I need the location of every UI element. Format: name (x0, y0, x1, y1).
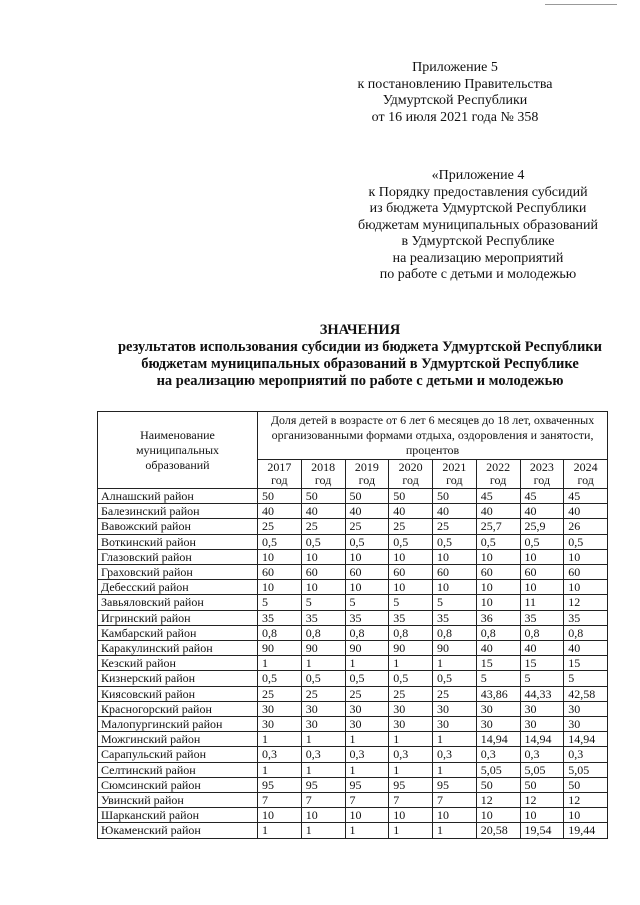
table-row (98, 595, 608, 610)
value-cell: 1 (258, 823, 302, 838)
year-header-2024 (564, 460, 608, 489)
table-row (98, 671, 608, 686)
appendix-top-line2: к постановлению Правительства (357, 76, 553, 92)
value-cell: 1 (301, 823, 345, 838)
value-cell: 14,94 (564, 732, 608, 747)
table-row (98, 686, 608, 701)
value-cell: 50 (301, 489, 345, 504)
appendix-inner-line5: в Удмуртской Республике (401, 234, 555, 249)
value-cell: 1 (389, 823, 433, 838)
value-cell: 12 (520, 793, 564, 808)
value-cell: 90 (389, 641, 433, 656)
table-row (98, 732, 608, 747)
value-cell: 0,3 (520, 747, 564, 762)
value-cell: 1 (301, 656, 345, 671)
value-cell: 30 (345, 717, 389, 732)
appendix-top-line4: от 16 июля 2021 года № 358 (371, 109, 539, 125)
district-name: Шарканский район (98, 808, 258, 823)
value-cell: 60 (345, 565, 389, 580)
value-cell: 5 (433, 595, 477, 610)
table-row (98, 565, 608, 580)
value-cell: 10 (345, 549, 389, 564)
value-cell: 40 (476, 641, 520, 656)
value-cell: 0,3 (345, 747, 389, 762)
district-name: Малопургинский район (98, 717, 258, 732)
value-cell: 90 (345, 641, 389, 656)
value-cell: 12 (564, 793, 608, 808)
value-cell: 1 (345, 762, 389, 777)
year-header-2018 (301, 460, 345, 489)
value-cell: 0,5 (345, 534, 389, 549)
value-cell: 30 (301, 717, 345, 732)
district-name: Глазовский район (98, 549, 258, 564)
district-name: Вавожский район (98, 519, 258, 534)
value-cell: 0,8 (476, 625, 520, 640)
value-cell: 10 (258, 549, 302, 564)
district-name: Воткинский район (98, 534, 258, 549)
value-cell: 95 (301, 777, 345, 792)
value-cell: 0,3 (389, 747, 433, 762)
value-cell: 0,5 (301, 671, 345, 686)
value-cell: 1 (301, 732, 345, 747)
value-cell: 25 (389, 519, 433, 534)
district-name: Балезинский район (98, 504, 258, 519)
value-cell: 40 (301, 504, 345, 519)
value-cell: 45 (564, 489, 608, 504)
value-cell: 60 (389, 565, 433, 580)
value-cell: 95 (389, 777, 433, 792)
value-cell: 30 (433, 717, 477, 732)
table-row (98, 823, 608, 838)
table-row (98, 808, 608, 823)
table-row (98, 793, 608, 808)
name-column-header: Наименование муниципальных образований (98, 412, 258, 489)
value-cell: 30 (433, 701, 477, 716)
value-cell: 0,5 (433, 534, 477, 549)
district-name: Кезский район (98, 656, 258, 671)
value-cell: 10 (476, 595, 520, 610)
top-edge-line (545, 4, 617, 5)
value-cell: 35 (564, 610, 608, 625)
value-cell: 0,3 (476, 747, 520, 762)
value-cell: 10 (389, 580, 433, 595)
value-cell: 15 (476, 656, 520, 671)
value-cell: 50 (345, 489, 389, 504)
value-cell: 25 (258, 519, 302, 534)
value-cell: 40 (389, 504, 433, 519)
value-cell: 11 (520, 595, 564, 610)
district-name: Увинский район (98, 793, 258, 808)
value-cell: 45 (476, 489, 520, 504)
value-cell: 43,86 (476, 686, 520, 701)
value-cell: 35 (520, 610, 564, 625)
value-cell: 0,3 (258, 747, 302, 762)
value-cell: 25 (301, 519, 345, 534)
table-row (98, 747, 608, 762)
district-name: Сюмсинский район (98, 777, 258, 792)
values-table (97, 411, 608, 839)
value-cell: 10 (520, 808, 564, 823)
appendix-inner-line2: к Порядку предоставления субсидий (368, 184, 588, 200)
value-cell: 10 (389, 808, 433, 823)
value-cell: 0,3 (433, 747, 477, 762)
year-unit: год (402, 473, 419, 487)
value-cell: 40 (520, 641, 564, 656)
value-cell: 10 (433, 549, 477, 564)
value-cell: 36 (476, 610, 520, 625)
title-line1: ЗНАЧЕНИЯ (319, 322, 401, 338)
value-cell: 30 (389, 717, 433, 732)
district-name: Алнашский район (98, 489, 258, 504)
value-cell: 0,5 (258, 534, 302, 549)
value-cell: 90 (301, 641, 345, 656)
document-title (60, 322, 640, 390)
year-label: 2023 (529, 460, 554, 474)
value-cell: 1 (433, 762, 477, 777)
year-header-2017 (258, 460, 302, 489)
district-name: Камбарский район (98, 625, 258, 640)
value-cell: 35 (345, 610, 389, 625)
value-cell: 10 (258, 808, 302, 823)
value-cell: 0,5 (564, 534, 608, 549)
table-row (98, 534, 608, 549)
year-unit: год (358, 473, 376, 487)
value-cell: 5 (258, 595, 302, 610)
value-cell: 15 (564, 656, 608, 671)
district-name: Юкаменский район (98, 823, 258, 838)
table-row (98, 610, 608, 625)
year-unit: год (446, 473, 463, 487)
value-cell: 0,5 (389, 534, 433, 549)
year-label: 2018 (311, 460, 336, 474)
value-cell: 0,8 (389, 625, 433, 640)
value-cell: 1 (345, 732, 389, 747)
value-cell: 0,8 (258, 625, 302, 640)
value-cell: 10 (564, 549, 608, 564)
value-cell: 1 (389, 656, 433, 671)
value-cell: 42,58 (564, 686, 608, 701)
value-cell: 25,9 (520, 519, 564, 534)
value-cell: 30 (476, 717, 520, 732)
value-cell: 0,8 (433, 625, 477, 640)
value-cell: 30 (301, 701, 345, 716)
value-cell: 10 (476, 549, 520, 564)
table-row (98, 504, 608, 519)
value-cell: 10 (345, 808, 389, 823)
value-cell: 10 (258, 580, 302, 595)
year-header-2023 (520, 460, 564, 489)
value-cell: 10 (520, 580, 564, 595)
value-cell: 35 (301, 610, 345, 625)
value-cell: 95 (258, 777, 302, 792)
appendix-top-line3: Удмуртской Республики (382, 93, 528, 108)
value-cell: 5 (389, 595, 433, 610)
table-row (98, 641, 608, 656)
value-cell: 1 (389, 732, 433, 747)
value-cell: 5 (301, 595, 345, 610)
value-cell: 30 (389, 701, 433, 716)
value-cell: 10 (301, 808, 345, 823)
table-row (98, 762, 608, 777)
value-cell: 25 (345, 686, 389, 701)
value-cell: 30 (564, 717, 608, 732)
district-name: Каракулинский район (98, 641, 258, 656)
year-label: 2019 (354, 460, 379, 474)
value-cell: 10 (476, 808, 520, 823)
value-cell: 30 (258, 701, 302, 716)
district-name: Можгинский район (98, 732, 258, 747)
appendix-inner-line4: бюджетам муниципальных образований (358, 217, 598, 233)
value-cell: 0,5 (258, 671, 302, 686)
value-cell: 25,7 (476, 519, 520, 534)
value-cell: 40 (564, 504, 608, 519)
value-cell: 60 (564, 565, 608, 580)
title-line2: результатов использования субсидии из бюджета Удмуртской Республики (117, 339, 603, 355)
value-cell: 0,8 (564, 625, 608, 640)
value-cell: 1 (301, 762, 345, 777)
value-cell: 50 (258, 489, 302, 504)
value-cell: 10 (301, 580, 345, 595)
value-cell: 5,05 (564, 762, 608, 777)
share-column-header: Доля детей в возрасте от 6 лет 6 месяцев до 18 лет, охваченных организованными формами отдыха, оздоровления и занятости, процентов (258, 412, 608, 460)
value-cell: 25 (345, 519, 389, 534)
value-cell: 60 (520, 565, 564, 580)
value-cell: 1 (433, 732, 477, 747)
value-cell: 40 (476, 504, 520, 519)
value-cell: 20,58 (476, 823, 520, 838)
table-body (98, 489, 608, 839)
title-line3: бюджетам муниципальных образований в Удмуртской Республике (141, 356, 579, 372)
district-name: Кизнерский район (98, 671, 258, 686)
value-cell: 14,94 (476, 732, 520, 747)
value-cell: 30 (258, 717, 302, 732)
value-cell: 35 (389, 610, 433, 625)
value-cell: 1 (433, 823, 477, 838)
value-cell: 0,5 (520, 534, 564, 549)
value-cell: 1 (258, 732, 302, 747)
value-cell: 10 (476, 580, 520, 595)
value-cell: 40 (345, 504, 389, 519)
value-cell: 30 (564, 701, 608, 716)
value-cell: 35 (433, 610, 477, 625)
appendix-inner-line1: «Приложение 4 (431, 168, 525, 183)
value-cell: 0,5 (433, 671, 477, 686)
value-cell: 10 (389, 549, 433, 564)
table-row (98, 625, 608, 640)
value-cell: 44,33 (520, 686, 564, 701)
year-unit: год (314, 473, 332, 487)
value-cell: 5,05 (520, 762, 564, 777)
value-cell: 25 (301, 686, 345, 701)
value-cell: 10 (564, 580, 608, 595)
year-unit: год (489, 473, 507, 487)
value-cell: 0,8 (301, 625, 345, 640)
year-unit: год (271, 473, 288, 487)
value-cell: 95 (345, 777, 389, 792)
value-cell: 26 (564, 519, 608, 534)
value-cell: 0,3 (301, 747, 345, 762)
district-name: Киясовский район (98, 686, 258, 701)
value-cell: 5 (476, 671, 520, 686)
value-cell: 25 (389, 686, 433, 701)
district-name: Завьяловский район (98, 595, 258, 610)
value-cell: 0,3 (564, 747, 608, 762)
value-cell: 30 (345, 701, 389, 716)
value-cell: 50 (520, 777, 564, 792)
value-cell: 1 (389, 762, 433, 777)
appendix-top-block (330, 60, 580, 126)
value-cell: 40 (520, 504, 564, 519)
value-cell: 1 (345, 656, 389, 671)
value-cell: 14,94 (520, 732, 564, 747)
value-cell: 40 (564, 641, 608, 656)
year-label: 2017 (267, 460, 292, 474)
value-cell: 30 (520, 701, 564, 716)
table-row (98, 489, 608, 504)
table-row (98, 777, 608, 792)
value-cell: 7 (301, 793, 345, 808)
value-cell: 7 (345, 793, 389, 808)
appendix-top-line1: Приложение 5 (412, 60, 498, 75)
value-cell: 10 (301, 549, 345, 564)
district-name: Селтинский район (98, 762, 258, 777)
value-cell: 15 (520, 656, 564, 671)
district-name: Дебесский район (98, 580, 258, 595)
value-cell: 25 (258, 686, 302, 701)
value-cell: 7 (258, 793, 302, 808)
value-cell: 19,44 (564, 823, 608, 838)
value-cell: 40 (433, 504, 477, 519)
district-name: Игринский район (98, 610, 258, 625)
year-header-2020 (389, 460, 433, 489)
year-unit: год (533, 473, 551, 487)
value-cell: 60 (258, 565, 302, 580)
year-label: 2022 (486, 460, 511, 474)
value-cell: 0,8 (345, 625, 389, 640)
value-cell: 25 (433, 686, 477, 701)
district-name: Сарапульский район (98, 747, 258, 762)
value-cell: 60 (476, 565, 520, 580)
value-cell: 5 (345, 595, 389, 610)
appendix-inner-block (338, 168, 618, 284)
title-line4: на реализацию мероприятий по работе с детьми и молодежью (156, 373, 564, 389)
value-cell: 0,5 (301, 534, 345, 549)
year-header-2022 (476, 460, 520, 489)
value-cell: 0,8 (520, 625, 564, 640)
value-cell: 30 (476, 701, 520, 716)
value-cell: 1 (258, 656, 302, 671)
value-cell: 60 (433, 565, 477, 580)
value-cell: 12 (564, 595, 608, 610)
value-cell: 0,5 (476, 534, 520, 549)
value-cell: 10 (433, 580, 477, 595)
value-cell: 1 (345, 823, 389, 838)
value-cell: 35 (258, 610, 302, 625)
value-cell: 12 (476, 793, 520, 808)
year-label: 2021 (442, 460, 467, 474)
value-cell: 10 (433, 808, 477, 823)
value-cell: 50 (476, 777, 520, 792)
value-cell: 50 (564, 777, 608, 792)
year-header-2021 (433, 460, 477, 489)
table-row (98, 580, 608, 595)
year-label: 2024 (573, 460, 598, 474)
value-cell: 10 (345, 580, 389, 595)
value-cell: 90 (258, 641, 302, 656)
year-unit: год (577, 473, 594, 487)
year-label: 2020 (398, 460, 423, 474)
value-cell: 0,5 (389, 671, 433, 686)
district-name: Граховский район (98, 565, 258, 580)
value-cell: 0,5 (345, 671, 389, 686)
value-cell: 5 (520, 671, 564, 686)
value-cell: 50 (433, 489, 477, 504)
table-row (98, 717, 608, 732)
district-name: Красногорский район (98, 701, 258, 716)
value-cell: 95 (433, 777, 477, 792)
table-row (98, 701, 608, 716)
table-row (98, 519, 608, 534)
value-cell: 1 (433, 656, 477, 671)
appendix-inner-line6: на реализацию мероприятий (392, 250, 564, 266)
value-cell: 10 (564, 808, 608, 823)
value-cell: 50 (389, 489, 433, 504)
table-row (98, 549, 608, 564)
value-cell: 40 (258, 504, 302, 519)
value-cell: 30 (520, 717, 564, 732)
value-cell: 10 (520, 549, 564, 564)
value-cell: 19,54 (520, 823, 564, 838)
value-cell: 45 (520, 489, 564, 504)
value-cell: 90 (433, 641, 477, 656)
value-cell: 25 (433, 519, 477, 534)
value-cell: 1 (258, 762, 302, 777)
table-row (98, 656, 608, 671)
value-cell: 7 (389, 793, 433, 808)
year-header-2019 (345, 460, 389, 489)
value-cell: 60 (301, 565, 345, 580)
value-cell: 5,05 (476, 762, 520, 777)
value-cell: 7 (433, 793, 477, 808)
appendix-inner-line3: из бюджета Удмуртской Республики (369, 201, 587, 216)
value-cell: 5 (564, 671, 608, 686)
appendix-inner-line7: по работе с детьми и молодежью (379, 267, 577, 282)
